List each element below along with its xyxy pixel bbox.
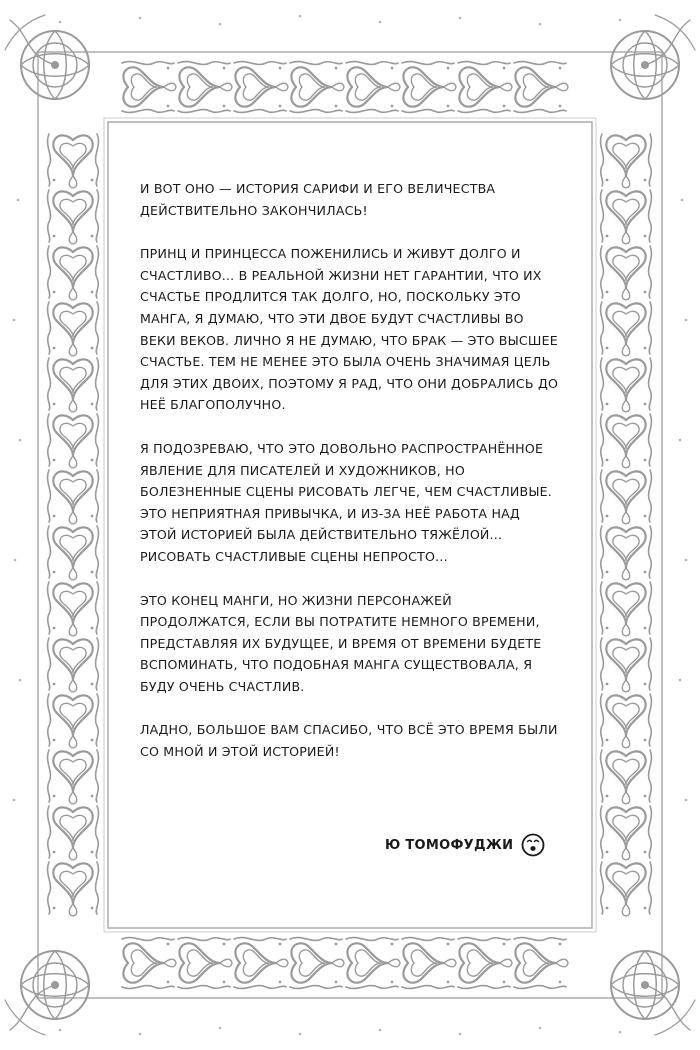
paragraph-4: ЭТО КОНЕЦ МАНГИ, НО ЖИЗНИ ПЕРСОНАЖЕЙ ПРОДОЛЖАТСЯ, ЕСЛИ ВЫ ПОТРАТИТЕ НЕМНОГО ВРЕМЕНИ, ПРЕДСТАВЛЯЯ ИХ БУДУЩЕЕ, И ВРЕМЯ ОТ ВРЕМЕНИ БУДЕТЕ ВСПОМИНАТЬ, ЧТО ПОДОБНАЯ МАНГА СУЩЕСТВОВАЛА, Я БУДУ ОЧЕНЬ СЧАСТЛИВ. [140, 592, 542, 694]
border-right [601, 134, 652, 916]
paragraph-1: И ВОТ ОНО — ИСТОРИЯ САРИФИ И ЕГО ВЕЛИЧЕСТВА ДЕЙСТВИТЕЛЬНО ЗАКОНЧИЛАСЬ! [140, 181, 496, 218]
smiley-face-icon [521, 833, 545, 857]
paragraph-3: Я ПОДОЗРЕВАЮ, ЧТО ЭТО ДОВОЛЬНО РАСПРОСТРАНЁННОЕ ЯВЛЕНИЕ ДЛЯ ПИСАТЕЛЕЙ И ХУДОЖНИКОВ, НО БОЛЕЗНЕННЫЕ СЦЕНЫ РИСОВАТЬ ЛЕГЧЕ, ЧЕМ СЧАСТЛИВЫЕ. ЭТО НЕПРИЯТНАЯ ПРИВЫЧКА, И ИЗ-ЗА НЕЁ РАБОТА НАД ЭТОЙ ИСТОРИЕЙ БЫЛА ДЕЙСТВИТЕЛЬНО ТЯЖЁЛОЙ... РИСОВАТЬ СЧАСТЛИВЫЕ СЦЕНЫ НЕПРОСТО... [140, 440, 553, 564]
border-left [48, 134, 99, 916]
border-bottom [122, 938, 568, 989]
afterword-text [140, 178, 560, 785]
author-name: Ю ТОМОФУДЖИ [385, 837, 514, 853]
paragraph-5: ЛАДНО, БОЛЬШОЕ ВАМ СПАСИБО, ЧТО ВСЁ ЭТО ВРЕМЯ БЫЛИ СО МНОЙ И ЭТОЙ ИСТОРИЕЙ! [140, 722, 558, 760]
paragraph-2: ПРИНЦ И ПРИНЦЕССА ПОЖЕНИЛИСЬ И ЖИВУТ ДОЛГО И СЧАСТЛИВО... В РЕАЛЬНОЙ ЖИЗНИ НЕТ ГАРАНТИИ, ЧТО ИХ СЧАСТЬЕ ПРОДЛИТСЯ ТАК ДОЛГО, НО, ПОСКОЛЬКУ ЭТО МАНГА, Я ДУМАЮ, ЧТО ЭТИ ДВОЕ БУДУТ СЧАСТЛИВЫ ВО ВЕКИ ВЕКОВ. ЛИЧНО Я НЕ ДУМАЮ, ЧТО БРАК — ЭТО ВЫСШЕЕ СЧАСТЬЕ. ТЕМ НЕ МЕНЕЕ ЭТО БЫЛА ОЧЕНЬ ЗНАЧИМАЯ ЦЕЛЬ ДЛЯ ЭТИХ ДВОИХ, ПОЭТОМУ Я РАД, ЧТО ОНИ ДОБРАЛИСЬ ДО НЕЁ БЛАГОПОЛУЧНО. [140, 246, 559, 413]
border-top [122, 62, 568, 113]
author-signature [385, 833, 545, 857]
